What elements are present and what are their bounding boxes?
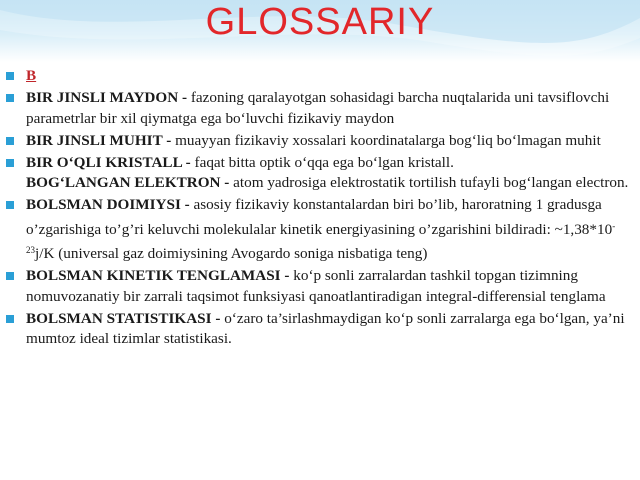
list-item	[4, 195, 636, 265]
slide-title: GLOSSARIY	[205, 1, 435, 43]
glossary-definition-tail: j/K (universal gaz doimiysining Avogardo soniga nisbatiga teng)	[35, 245, 428, 262]
glossary-term: BOLSMAN STATISTIKASI -	[26, 309, 221, 327]
header-band	[0, 0, 640, 62]
glossary-definition: fazoning qaralayotgan sohasidagi barcha nuqtalarida uni tavsiflovchi parametrlar bir xil qiymatga ega bo‘luvchi fizikaviy maydon	[26, 89, 610, 127]
bullet-icon	[6, 94, 14, 102]
continuation-line	[26, 173, 636, 194]
list-item	[4, 131, 636, 152]
glossary-definition: muayyan fizikaviy xossalari koordinatalarga bog‘liq bo‘lmagan muhit	[171, 131, 601, 149]
bullet-icon	[6, 159, 14, 167]
list-item	[4, 266, 636, 307]
glossary-term: BOG‘LANGAN ELEKTRON -	[26, 174, 230, 191]
bullet-icon	[6, 72, 14, 80]
list-item	[4, 88, 636, 129]
exponent: -23	[26, 220, 616, 255]
glossary-definition: faqat bitta optik o‘qqa ega bo‘lgan kristall.	[190, 153, 454, 171]
bullet-icon	[6, 315, 14, 323]
list-item	[4, 66, 636, 87]
glossary-definition: ko‘p sonli zarralardan tashkil topgan tizimning nomuvozanatiy bir zarrali taqsimot funksiyasi qanoatlantiradigan integral-differensial tenglama	[26, 267, 606, 305]
glossary-term: BOLSMAN DOIMIYSI -	[26, 196, 190, 213]
bullet-icon	[6, 201, 14, 209]
glossary-term: BIR JINSLI MAYDON -	[26, 89, 188, 106]
glossary-definition: asosiy fizikaviy konstantalardan biri bo’lib, haroratning 1 gradusga o’zgarishiga to’g’ri keluvchi molekulalar kinetik energiyasining o’zgarishini bildiradi: ~1,38*10	[26, 196, 613, 238]
list-item	[4, 153, 636, 194]
glossary-term: BIR JINSLI MUHIT -	[26, 131, 172, 149]
glossary-definition: atom yadrosiga elektrostatik tortilish tufayli bog‘langan electron.	[229, 174, 629, 191]
glossary-term: BOLSMAN KINETIK TENGLAMASI -	[26, 267, 290, 284]
list-item	[4, 309, 636, 350]
glossary-definition: o‘zaro ta’sirlashmaydigan ko‘p sonli zarralarga ega bo‘lgan, ya’ni mumtoz ideal tizimlar statistikasi.	[26, 309, 625, 347]
glossary-list	[4, 66, 636, 351]
bullet-icon	[6, 272, 14, 280]
section-letter: B	[26, 67, 37, 84]
bullet-icon	[6, 137, 14, 145]
glossary-term: BIR O‘QLI KRISTALL -	[26, 153, 191, 171]
